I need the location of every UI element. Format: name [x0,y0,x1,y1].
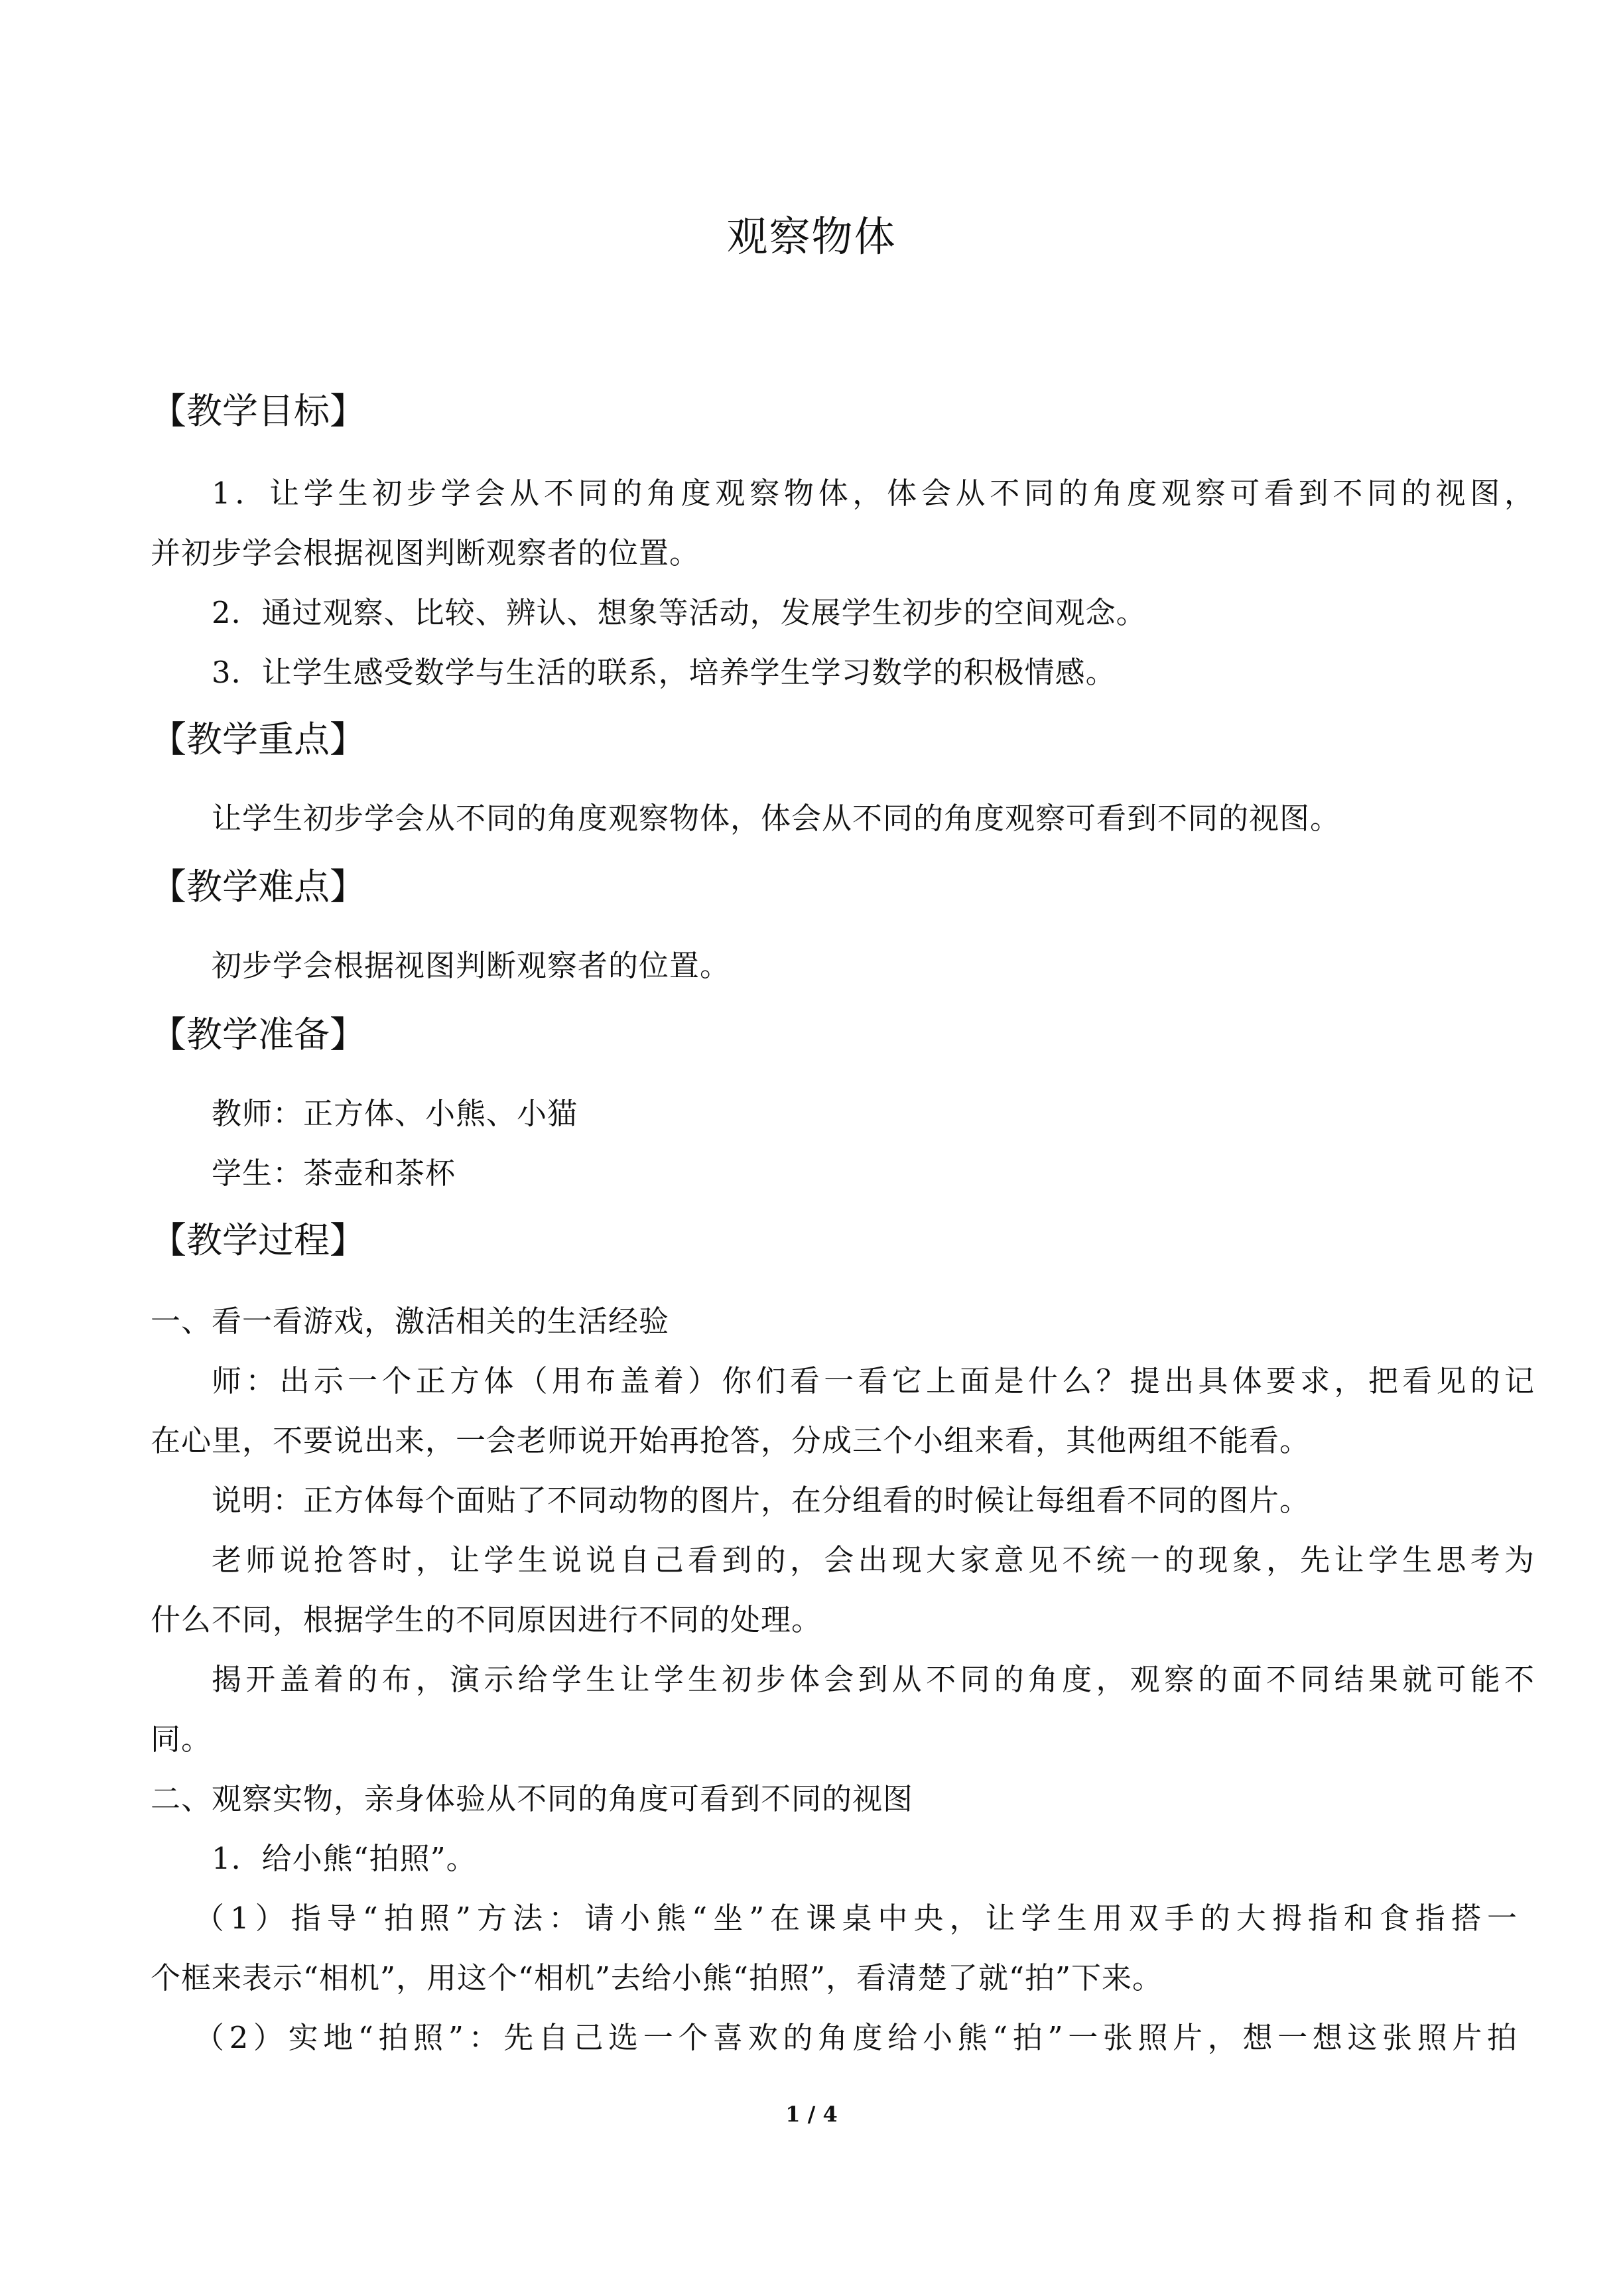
process-p3-line-2: 什么不同，根据学生的不同原因进行不同的处理。 [151,1602,822,1637]
process-p2: 说明：正方体每个面贴了不同动物的图片，在分组看的时候让每组看不同的图片。 [212,1483,1311,1518]
key-points-text: 让学生初步学会从不同的角度观察物体，体会从不同的角度观察可看到不同的视图。 [212,801,1341,836]
difficulties-text: 初步学会根据视图判断观察者的位置。 [212,948,731,983]
heading-difficulties: 【教学难点】 [151,866,365,908]
objective-1-line-1: 1．让学生初步学会从不同的角度观察物体，体会从不同的角度观察可看到不同的视图， [212,476,1535,511]
process-p4-line-1: 揭开盖着的布，演示给学生让学生初步体会到从不同的角度，观察的面不同结果就可能不 [212,1662,1535,1697]
preparation-teacher: 教师：正方体、小熊、小猫 [212,1096,578,1131]
process-p4-line-2: 同。 [151,1722,212,1757]
preparation-student: 学生：茶壶和茶杯 [212,1156,456,1191]
process-p3-line-1: 老师说抢答时，让学生说说自己看到的，会出现大家意见不统一的现象，先让学生思考为 [212,1542,1535,1578]
document-title: 观察物体 [726,212,897,261]
objective-2: 2．通过观察、比较、辨认、想象等活动，发展学生初步的空间观念。 [212,595,1147,630]
process-part-2-title: 二、观察实物，亲身体验从不同的角度可看到不同的视图 [151,1781,914,1816]
objective-3: 3．让学生感受数学与生活的联系，培养学生学习数学的积极情感。 [212,655,1116,690]
process-step-1: 1．给小熊“拍照”。 [212,1841,477,1876]
process-part-1-title: 一、看一看游戏，激活相关的生活经验 [151,1304,670,1339]
process-p1-line-2: 在心里，不要说出来，一会老师说开始再抢答，分成三个小组来看，其他两组不能看。 [151,1423,1311,1458]
process-step-1a-line-2: 个框来表示“相机”，用这个“相机”去给小熊“拍照”，看清楚了就“拍”下来。 [151,1960,1163,1995]
heading-key-points: 【教学重点】 [151,718,365,760]
process-p1-line-1: 师：出示一个正方体（用布盖着）你们看一看它上面是什么？提出具体要求，把看见的记 [212,1363,1535,1398]
heading-process: 【教学过程】 [151,1219,365,1261]
heading-preparation: 【教学准备】 [151,1014,365,1055]
page-number: 1 / 4 [785,2102,838,2127]
process-step-1a-line-1: （1）指导“拍照”方法：请小熊“坐”在课桌中央，让学生用双手的大拇指和食指搭一 [194,1901,1518,1936]
objective-1-line-2: 并初步学会根据视图判断观察者的位置。 [151,535,700,571]
heading-objectives: 【教学目标】 [151,390,365,432]
process-step-1b-line-1: （2）实地“拍照”：先自己选一个喜欢的角度给小熊“拍”一张照片，想一想这张照片拍 [194,2020,1518,2055]
